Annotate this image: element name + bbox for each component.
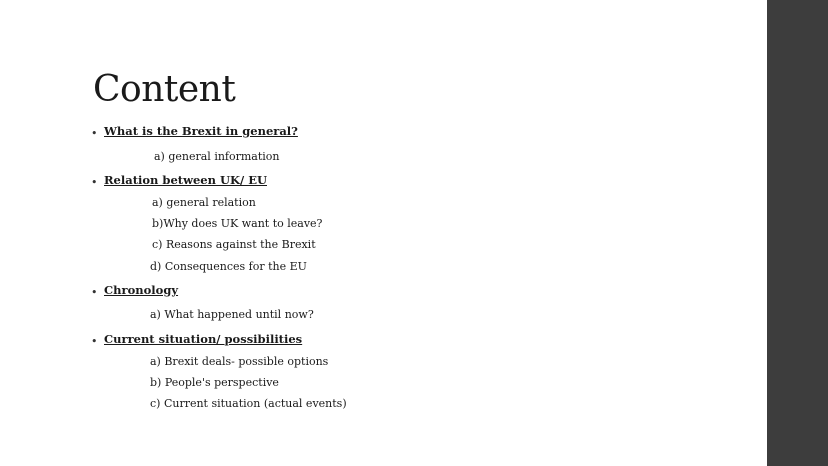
bullet-icon: • <box>91 335 98 348</box>
sub-item: c) Reasons against the Brexit <box>152 238 316 251</box>
section-title-chronology: Chronology <box>104 283 179 297</box>
section-title-current-situation: Current situation/ possibilities <box>104 332 303 346</box>
bullet-icon: • <box>91 286 98 299</box>
sub-item: b)Why does UK want to leave? <box>152 217 323 230</box>
section-title-relation-uk-eu: Relation between UK/ EU <box>104 173 267 187</box>
sub-item: a) Brexit deals- possible options <box>150 355 329 368</box>
bullet-icon: • <box>91 176 98 189</box>
section-title-brexit-general: What is the Brexit in general? <box>104 124 298 138</box>
slide-title: Content <box>93 69 236 110</box>
sub-item: a) general relation <box>152 196 256 209</box>
sub-item: c) Current situation (actual events) <box>150 397 347 410</box>
sub-item: a) What happened until now? <box>150 308 314 321</box>
decorative-side-bar <box>767 0 828 466</box>
sub-item: b) People's perspective <box>150 376 279 389</box>
sub-item: a) general information <box>154 150 280 163</box>
bullet-icon: • <box>91 127 98 140</box>
sub-item: d) Consequences for the EU <box>150 260 307 273</box>
